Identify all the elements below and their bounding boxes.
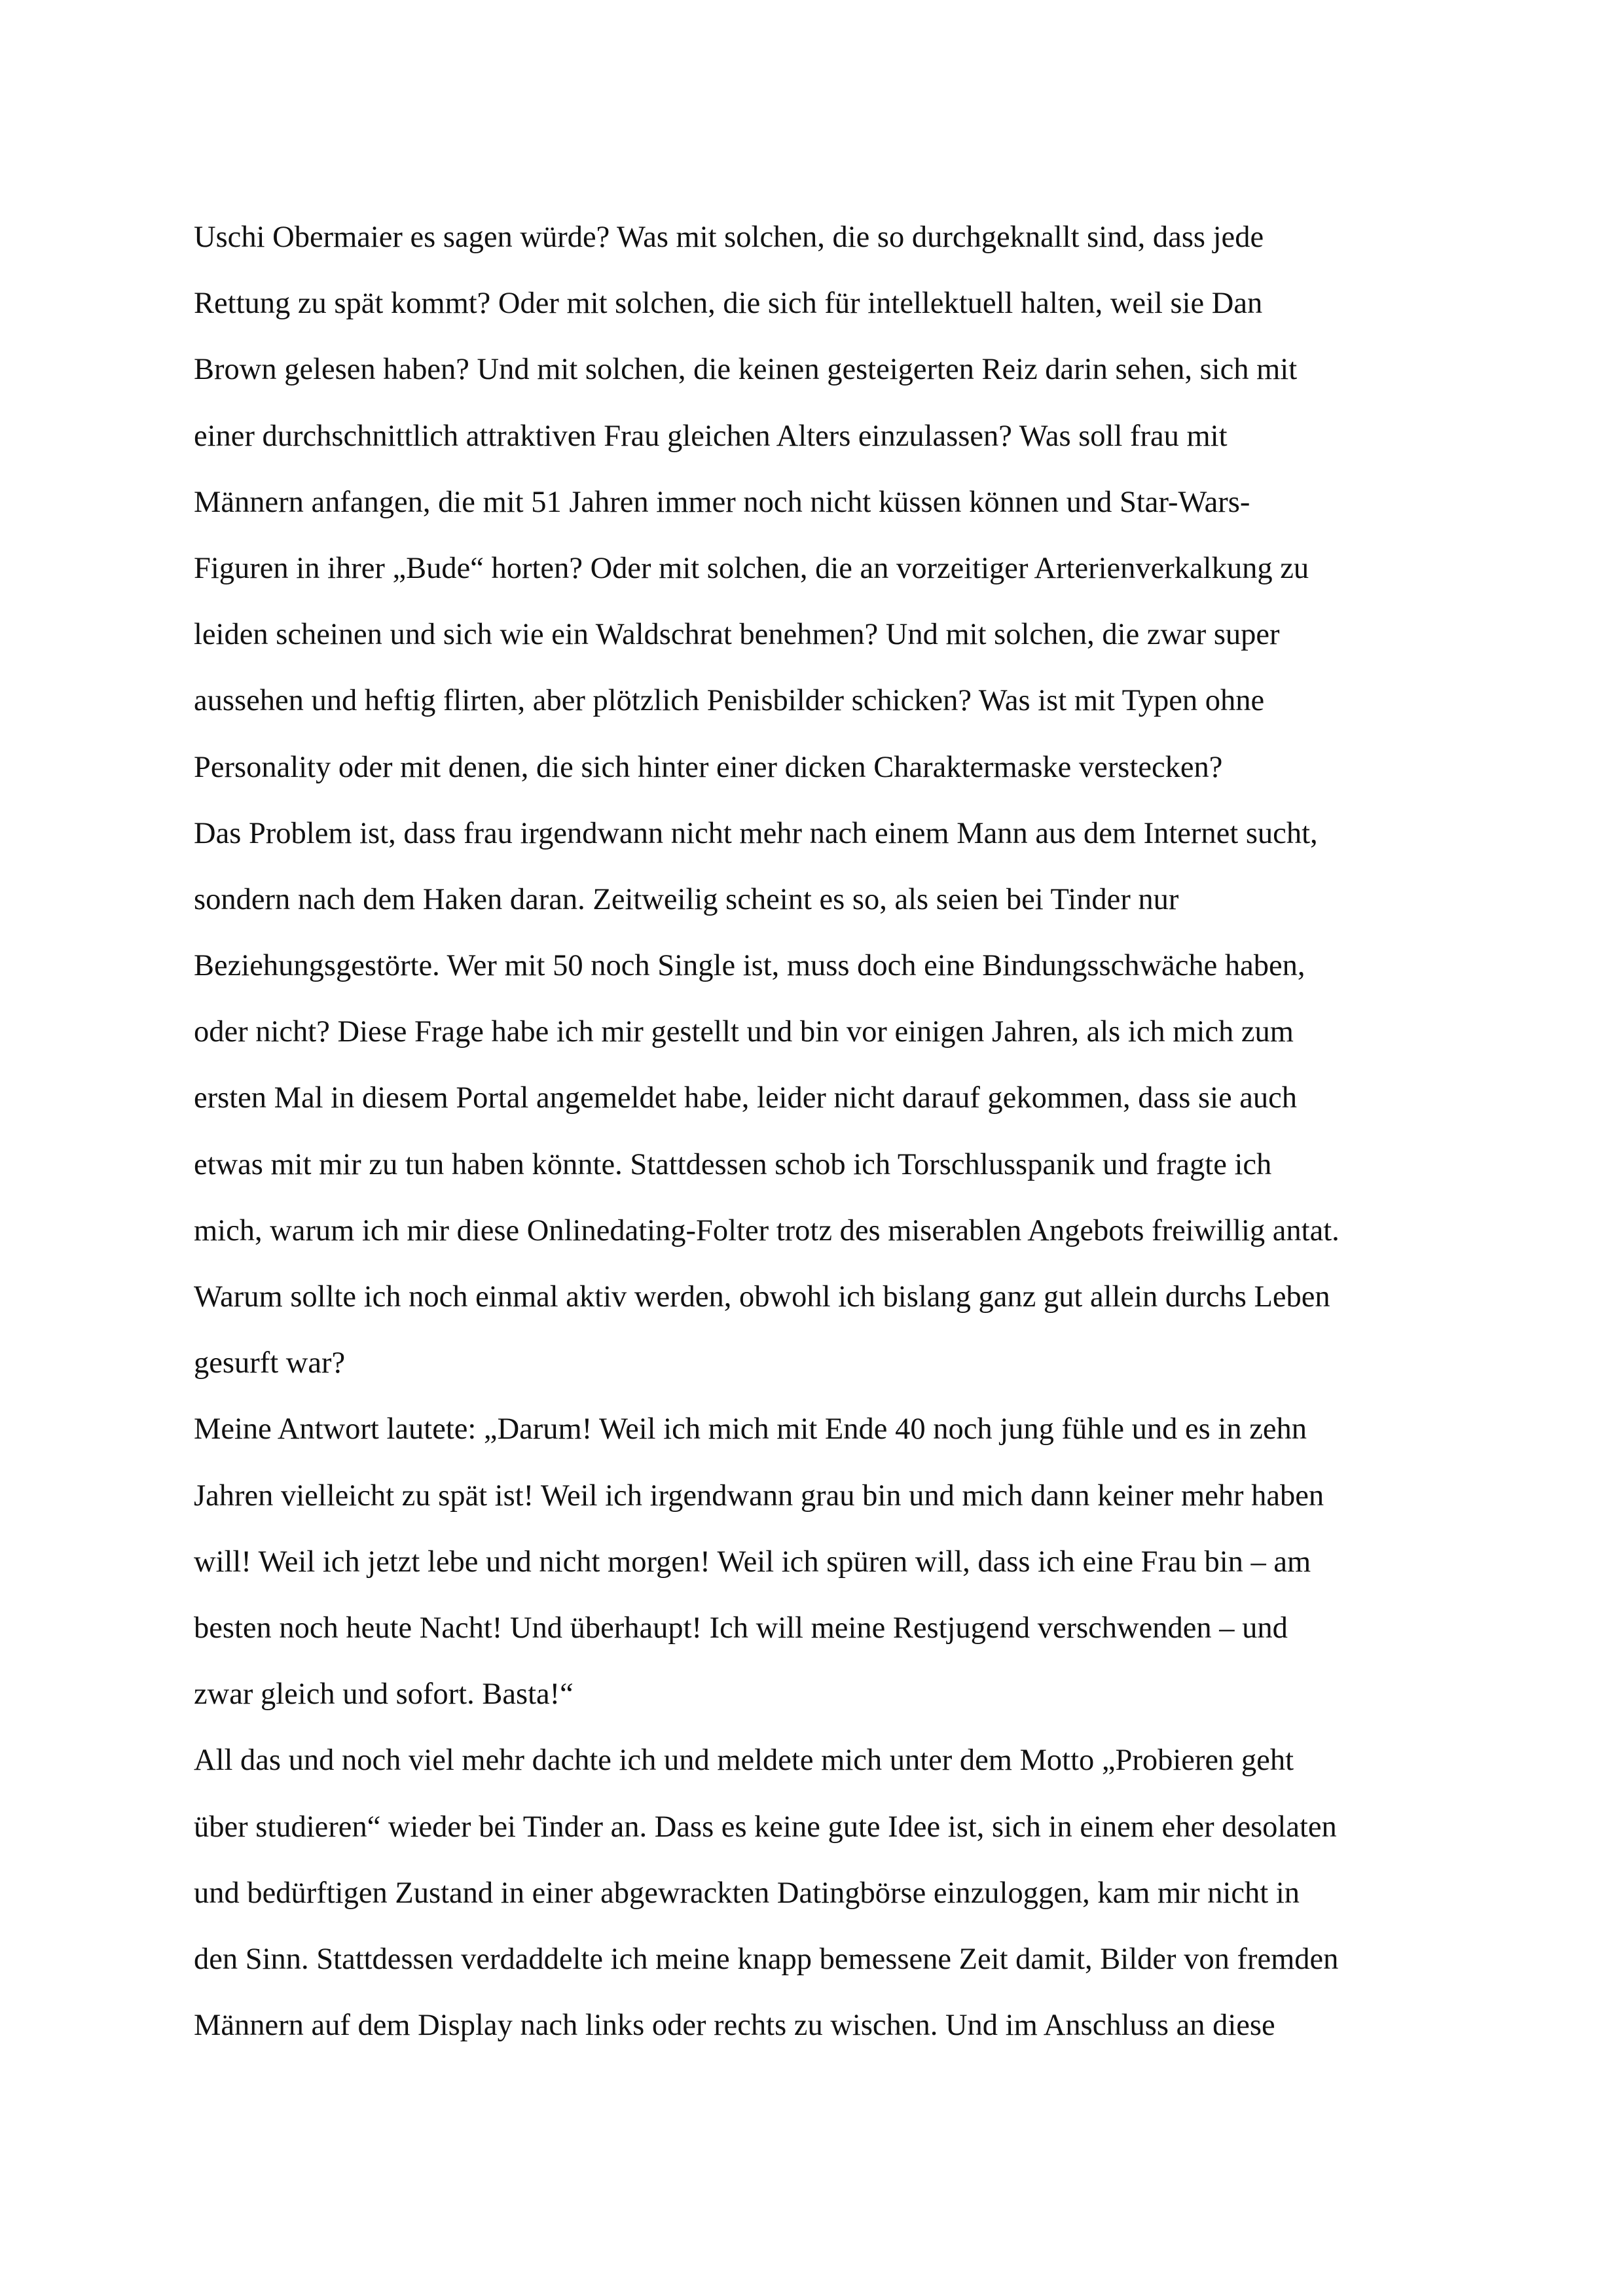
text-line: einer durchschnittlich attraktiven Frau gleichen Alters einzulassen? Was soll frau mit bbox=[194, 419, 1228, 453]
text-line: aussehen und heftig flirten, aber plötzlich Penisbilder schicken? Was ist mit Typen ohne bbox=[194, 684, 1265, 718]
text-line: All das und noch viel mehr dachte ich und meldete mich unter dem Motto „Probieren geht bbox=[194, 1744, 1294, 1778]
text-line: Meine Antwort lautete: „Darum! Weil ich mich mit Ende 40 noch jung fühle und es in zehn bbox=[194, 1412, 1307, 1446]
text-line: Brown gelesen haben? Und mit solchen, die keinen gesteigerten Reiz darin sehen, sich mit bbox=[194, 353, 1298, 387]
text-line: Figuren in ihrer „Bude“ horten? Oder mit solchen, die an vorzeitiger Arterienverkalkung zu bbox=[194, 551, 1309, 585]
text-line: ersten Mal in diesem Portal angemeldet habe, leider nicht darauf gekommen, dass sie auch bbox=[194, 1081, 1298, 1115]
text-line: will! Weil ich jetzt lebe und nicht morgen! Weil ich spüren will, dass ich eine Frau bin – am bbox=[194, 1545, 1311, 1579]
text-line: Warum sollte ich noch einmal aktiv werden, obwohl ich bislang ganz gut allein durchs Leben bbox=[194, 1280, 1330, 1314]
text-line: Beziehungsgestörte. Wer mit 50 noch Single ist, muss doch eine Bindungsschwäche haben, bbox=[194, 949, 1305, 983]
text-line: leiden scheinen und sich wie ein Waldschrat benehmen? Und mit solchen, die zwar super bbox=[194, 618, 1280, 652]
text-line: Jahren vielleicht zu spät ist! Weil ich irgendwann grau bin und mich dann keiner mehr haben bbox=[194, 1479, 1324, 1513]
text-line: oder nicht? Diese Frage habe ich mir gestellt und bin vor einigen Jahren, als ich mich zum bbox=[194, 1015, 1294, 1049]
text-line: den Sinn. Stattdessen verdaddelte ich meine knapp bemessene Zeit damit, Bilder von fremden bbox=[194, 1942, 1339, 1976]
text-line: Rettung zu spät kommt? Oder mit solchen, die sich für intellektuell halten, weil sie Dan bbox=[194, 287, 1263, 321]
text-line: und bedürftigen Zustand in einer abgewrackten Datingbörse einzuloggen, kam mir nicht in bbox=[194, 1876, 1300, 1910]
text-line: gesurft war? bbox=[194, 1346, 346, 1380]
text-line: etwas mit mir zu tun haben könnte. Stattdessen schob ich Torschlusspanik und fragte ich bbox=[194, 1147, 1272, 1181]
text-line: sondern nach dem Haken daran. Zeitweilig scheint es so, als seien bei Tinder nur bbox=[194, 882, 1179, 916]
text-line: zwar gleich und sofort. Basta!“ bbox=[194, 1677, 574, 1712]
text-line: Das Problem ist, dass frau irgendwann nicht mehr nach einem Mann aus dem Internet sucht, bbox=[194, 816, 1318, 850]
text-line: Uschi Obermaier es sagen würde? Was mit solchen, die so durchgeknallt sind, dass jede bbox=[194, 221, 1264, 254]
body-text bbox=[194, 204, 1438, 2058]
text-line: Personality oder mit denen, die sich hinter einer dicken Charaktermaske verstecken? bbox=[194, 750, 1223, 784]
text-line: über studieren“ wieder bei Tinder an. Dass es keine gute Idee ist, sich in einem eher desolaten bbox=[194, 1810, 1337, 1844]
text-line: Männern anfangen, die mit 51 Jahren immer noch nicht küssen können und Star-Wars- bbox=[194, 485, 1250, 519]
text-line: mich, warum ich mir diese Onlinedating-Folter trotz des miserablen Angebots freiwillig antat. bbox=[194, 1213, 1340, 1247]
text-line: Männern auf dem Display nach links oder rechts zu wischen. Und im Anschluss an diese bbox=[194, 2009, 1275, 2043]
text-line: besten noch heute Nacht! Und überhaupt! Ich will meine Restjugend verschwenden – und bbox=[194, 1611, 1288, 1645]
